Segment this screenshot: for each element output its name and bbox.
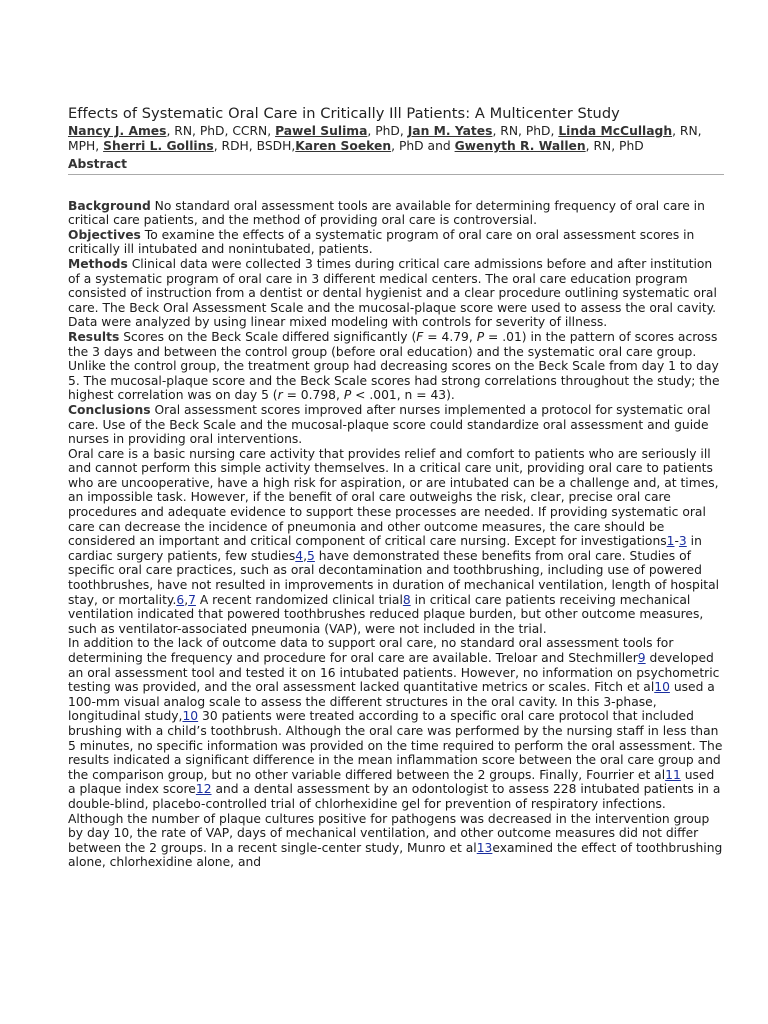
body-text: used a 100-mm visual analog scale to assess the different structures in the oral cavity. In this 3-phase, longitudinal study, (68, 680, 715, 724)
author-credentials: , RN, PhD, CCRN, (166, 124, 276, 138)
section-label: Conclusions (68, 402, 151, 417)
reference-link[interactable]: 3 (678, 534, 687, 549)
author-credentials: , RDH, BSDH, (213, 139, 296, 153)
author-credentials: , PhD and (391, 139, 455, 153)
abstract-results (68, 330, 724, 403)
article-content (68, 105, 724, 870)
section-text: Scores on the Beck Scale differed significantly ( (119, 329, 417, 344)
article-title: Effects of Systematic Oral Care in Critically Ill Patients: A Multicenter Study (68, 105, 620, 122)
reference-link[interactable]: 6 (176, 592, 185, 607)
author-link[interactable]: Sherri L. Gollins (103, 139, 214, 153)
abstract (68, 199, 724, 447)
reference-link[interactable]: 7 (188, 592, 196, 607)
section-text: = 4.79, (423, 329, 477, 344)
ref-separator: - (674, 534, 679, 549)
author-link[interactable]: Pawel Sulima (275, 124, 368, 138)
body-text: developed an oral assessment tool and tested it on 16 intubated patients. However, no information on psychometric testing was provided, and the oral assessment lacked quantitative metrics or scales. Fitch et al (68, 651, 720, 695)
section-label: Results (68, 329, 120, 344)
body-text: used a plaque index score (68, 767, 715, 797)
body-text: examined the effect of toothbrushing alone, chlorhexidine alone, and (68, 840, 723, 870)
body-paragraph (68, 636, 724, 870)
body-text: A recent randomized clinical trial (195, 592, 403, 607)
body-text: and a dental assessment by an odontologist to assess 228 intubated patients in a double-blind, placebo-controlled trial of chlorhexidine gel for prevention of respiratory infections. Although the number of plaque cultures positive for pathogens was decreased in the intervention group by day 10, the rate of VAP, days of mechanical ventilation, and other outcome measures did not differ between the 2 groups. In a recent single-center study, Munro et al (68, 782, 721, 855)
abstract-objectives (68, 228, 724, 257)
section-label: Objectives (68, 227, 141, 242)
reference-link[interactable]: 10 (182, 709, 199, 724)
abstract-heading: Abstract (68, 157, 724, 175)
section-label: Methods (68, 256, 128, 271)
section-text: Oral assessment scores improved after nurses implemented a protocol for systematic oral care. Use of the Beck Scale and the mucosal-plaque score could standardize oral assessment and guide nurses in providing oral interventions. (68, 402, 711, 447)
reference-link[interactable]: 4 (295, 548, 304, 563)
ref-separator: , (303, 548, 308, 563)
author-credentials: , RN, MPH, (68, 124, 702, 153)
article-body (68, 447, 724, 870)
stat-symbol: P (476, 329, 485, 344)
author-list (68, 124, 724, 154)
author-link[interactable]: Gwenyth R. Wallen (454, 139, 586, 153)
section-text: = .01) in the pattern of scores across the 3 days and between the control group (before oral education) and the systematic oral care group. Unlike the control group, the treatment group had decreasing scores on the Beck Scale from day 1 to day 5. The mucosal-plaque score and the Beck Scale scores had strong correlations throughout the study; the highest correlation was on day 5 ( (68, 329, 720, 403)
author-credentials: , RN, PhD (585, 139, 644, 153)
abstract-conclusions (68, 403, 724, 447)
author-link[interactable]: Nancy J. Ames (68, 124, 167, 138)
author-credentials: , PhD, (367, 124, 408, 138)
section-text: No standard oral assessment tools are available for determining frequency of oral care in critical care patients, and the method of providing oral care is controversial. (68, 198, 705, 228)
body-text: 30 patients were treated according to a specific oral care protocol that included brushing with a child’s toothbrush. Although the oral care was performed by the nursing staff in less than 5 minutes, no specific information was provided on the time required to perform the oral assessment. The results indicated a significant difference in the mean inflammation score between the oral care group and the comparison group, but no other variable differed between the 2 groups. Finally, Fourrier et al (68, 709, 723, 782)
ref-separator: , (184, 592, 189, 607)
body-text: in cardiac surgery patients, few studies (68, 534, 702, 563)
section-text: Clinical data were collected 3 times during critical care admissions before and after institution of a systematic program of oral care in 3 different medical centers. The oral care education program consisted of instruction from a dentist or dental hygienist and a clear procedure outlining systematic oral care. The Beck Oral Assessment Scale and the mucosal-plaque score were used to assess the oral cavity. Data were analyzed by using linear mixed modeling with controls for severity of illness. (68, 256, 717, 330)
reference-link[interactable]: 12 (195, 782, 212, 797)
abstract-background (68, 199, 724, 228)
section-text: To examine the effects of a systematic program of oral care on oral assessment scores in critically ill intubated and nonintubated, patients. (68, 227, 695, 257)
reference-link[interactable]: 1 (666, 534, 675, 549)
stat-symbol: P (343, 388, 352, 403)
author-link[interactable]: Linda McCullagh (558, 124, 673, 138)
stat-symbol: r (277, 388, 283, 403)
reference-link[interactable]: 9 (637, 651, 646, 665)
body-text: Oral care is a basic nursing care activity that provides relief and comfort to patients who are seriously ill and cannot perform this simple activity themselves. In a critical care unit, providing oral care to patients who are uncooperative, have a high risk for aspiration, or are intubated can be a challenge and, at times, an impossible task. However, if the benefit of oral care outweighs the risk, clear, precise oral care procedures and adequate evidence to support these processes are needed. If providing systematic oral care can decrease the incidence of pneumonia and other outcome measures, the care should be considered an important and critical component of critical care nursing. Except for investigations (68, 446, 719, 549)
abstract-methods (68, 257, 724, 330)
author-credentials: , RN, PhD, (492, 124, 559, 138)
stat-symbol: F (416, 329, 424, 344)
section-text: < .001, n = 43). (351, 388, 455, 403)
body-text: in critical care patients receiving mechanical ventilation indicated that powered toothbrushes reduced plaque burden, but other outcome measures, such as ventilator-associated pneumonia (VAP), were not included in the trial. (68, 592, 704, 636)
reference-link[interactable]: 5 (307, 548, 315, 563)
body-paragraph (68, 447, 724, 637)
body-text: In addition to the lack of outcome data to support oral care, no standard oral assessment tools for determining the frequency and procedure for oral care are available. Treloar and Stechmiller (68, 636, 674, 665)
reference-link[interactable]: 13 (476, 840, 493, 855)
section-label: Background (68, 198, 151, 213)
section-text: = 0.798, (282, 388, 344, 403)
body-text: have demonstrated these benefits from oral care. Studies of specific oral care practices, such as oral decontamination and toothbrushing, including use of powered toothbrushes, have not resulted in improvements in duration of mechanical ventilation, length of hospital stay, or mortality. (68, 548, 720, 607)
author-link[interactable]: Jan M. Yates (407, 124, 493, 138)
reference-link[interactable]: 10 (654, 680, 670, 695)
author-link[interactable]: Karen Soeken (295, 139, 392, 153)
reference-link[interactable]: 8 (402, 592, 411, 607)
reference-link[interactable]: 11 (665, 767, 681, 782)
